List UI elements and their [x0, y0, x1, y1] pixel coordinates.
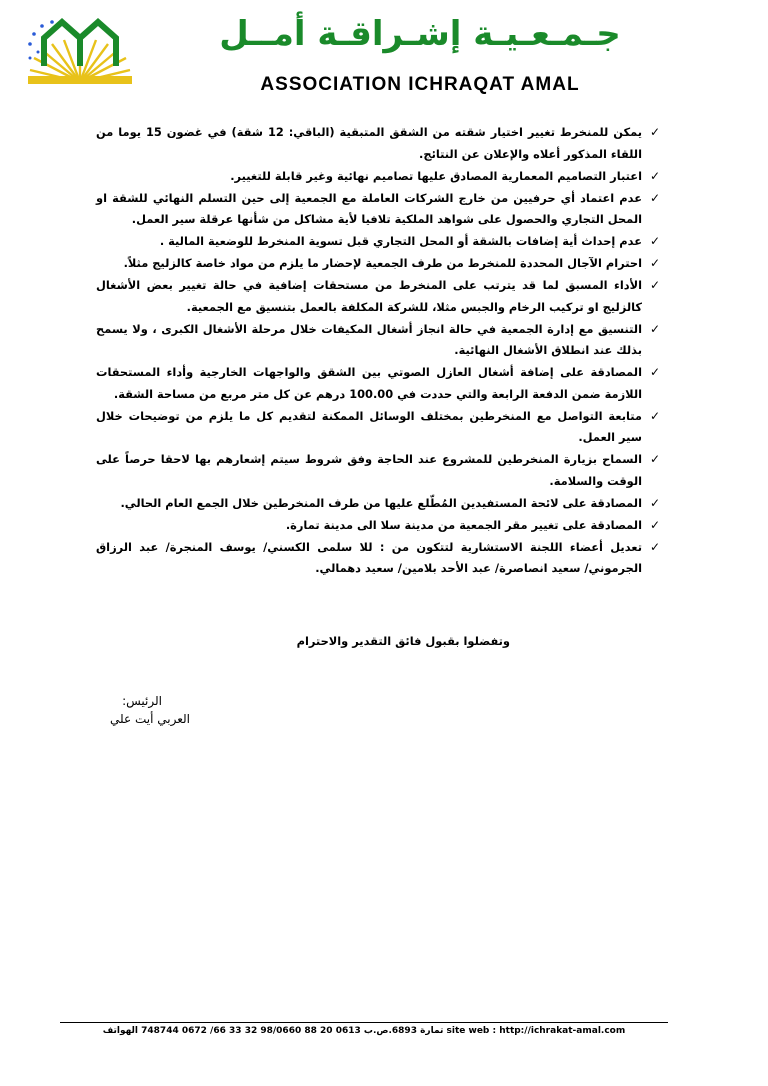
- signature-name: العربي أيت علي: [110, 712, 190, 726]
- checkmark-icon: ✓: [649, 517, 660, 532]
- checkmark-icon: ✓: [649, 452, 660, 466]
- list-item: ✓ الأداء المسبق لما قد يترتب على المنخرط من مستحقات إضافية في حالة تغيير بعض الأشغال كالزليج او تركيب الرخام والجبس مثلا، للشركة المكلفة بالعمل بتنسيق مع الجمعية.: [96, 275, 658, 318]
- association-title-arabic: جـمـعـيـة إشـراقـة أمــل: [219, 14, 621, 54]
- list-item: ✓ المصادقة على إضافة أشغال العازل الصوتي بين الشقق والواجهات الخارجية وأداء المستحقات اللازمة ضمن الدفعة الرابعة والتي حددت في 100.00 درهم عن كل متر مربع من مساحة الشقة.: [96, 362, 658, 405]
- checkmark-icon: ✓: [649, 365, 660, 379]
- decisions-list: [96, 122, 658, 580]
- checkmark-icon: ✓: [649, 321, 660, 336]
- checkmark-icon: ✓: [649, 408, 660, 423]
- list-item: ✓ المصادقة على لائحة المستفيدين المُطّلع عليها من طرف المنخرطين خلال الجمع العام الحالي.: [96, 493, 658, 515]
- signature-label: الرئيس:: [122, 694, 162, 708]
- footer-divider: [60, 1022, 668, 1023]
- list-item: ✓ متابعة التواصل مع المنخرطين بمختلف الوسائل الممكنة لتقديم كل ما يلزم من توضيحات خلال سير العمل.: [96, 406, 658, 449]
- checkmark-icon: ✓: [649, 278, 660, 292]
- checkmark-icon: ✓: [649, 190, 660, 205]
- checkmark-icon: ✓: [649, 256, 660, 270]
- list-item: ✓ عدم إحداث أية إضافات بالشقة أو المحل التجاري قبل تسوية المنخرط للوضعية المالية .: [96, 231, 658, 253]
- list-item: ✓ السماح بزيارة المنخرطين للمشروع عند الحاجة وفق شروط سيتم إشعارهم بها لاحقا حرصاً على الوقت والسلامة.: [96, 449, 658, 492]
- closing-salutation: وتفضلوا بقبول فائق التقدير والاحترام: [296, 634, 510, 648]
- checkmark-icon: ✓: [649, 125, 660, 139]
- association-logo: [24, 14, 136, 88]
- list-item: ✓ يمكن للمنخرط تغيير اختيار شقته من الشقق المتبقية (الباقي: 12 شقة) في غضون 15 يوما من اللقاء المذكور أعلاه والإعلان عن النتائج.: [96, 122, 658, 165]
- checkmark-icon: ✓: [649, 539, 660, 554]
- checkmark-icon: ✓: [649, 234, 660, 248]
- checkmark-icon: ✓: [649, 495, 660, 510]
- list-item: ✓ اعتبار التصاميم المعمارية المصادق عليها تصاميم نهائية وغير قابلة للتغيير.: [96, 166, 658, 188]
- list-item: ✓ عدم اعتماد أي حرفيين من خارج الشركات العاملة مع الجمعية إلى حين التسلم النهائي للشقة او المحل التجاري والحصول على شواهد الملكية تلافيا لأية مشاكل من شأنها عرقلة سير العمل.: [96, 188, 658, 231]
- checkmark-icon: ✓: [649, 168, 660, 183]
- association-title-english: ASSOCIATION ICHRAQAT AMAL: [260, 74, 580, 95]
- list-item: ✓ المصادقة على تغيير مقر الجمعية من مدينة سلا الى مدينة تمارة.: [96, 515, 658, 537]
- footer-contact: تمارة 6893.ص.ب 0613 20 88 98/0660 32 33 66/ 0672 748744 الهواتف site web : http://ichrakat-amal.com: [102, 1026, 626, 1036]
- list-item: ✓ التنسيق مع إدارة الجمعية في حالة انجاز أشغال المكيفات خلال مرحلة الأشغال الكبرى ، ولا يسمح بذلك عند انطلاق الأشغال النهائية.: [96, 319, 658, 362]
- list-item: ✓ احترام الآجال المحددة للمنخرط من طرف الجمعية لإحضار ما يلزم من مواد خاصة كالزليج مثلاً.: [96, 253, 658, 275]
- list-item: ✓ تعديل أعضاء اللجنة الاستشارية لتتكون من : للا سلمى الكسني/ يوسف المنجرة/ عبد الرزاق الجرموني/ سعيد انصاصرة/ عبد الأحد بلامين/ سعيد دهمالي.: [96, 537, 658, 580]
